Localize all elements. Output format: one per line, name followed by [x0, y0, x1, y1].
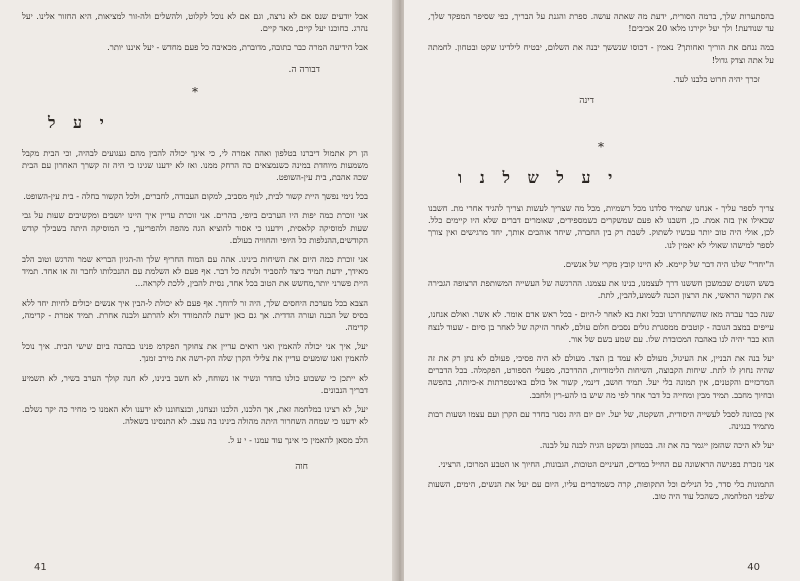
paragraph: אבל הידיעה המרה כבר כתובה, מדוברת, מכאיבה כל פעם מחדש - יעל איננו יותר. — [107, 42, 368, 53]
right-page-content — [428, 10, 774, 551]
left-page — [0, 0, 396, 581]
paragraph: בהסתערות שלך, ברמה הסורית, ידעת מה שאתה עושה. ספרת והגנת על הבריך, כפי שסיפר המפקד שלך, עד שנודעת! ולך יעל יקירנו מלאו 20 אביבים! — [428, 11, 774, 34]
paragraph: זכרך יהיה חרוט בלבנו לעד. — [673, 73, 760, 84]
section-heading: י ע ל — [48, 112, 110, 132]
paragraph: הלב מסאן להאמין כי אינך עוד עמנו - י ע ל. — [227, 435, 368, 446]
paragraph: התמונות בלי סדר, כל הנילים וכל התקופות, קרה כשמדברים עליו, היום עם יעל את הנשים, הימים, השעות שלפני המלחמה, כשהכל עוד היה טוב. — [428, 478, 774, 501]
paragraph: אני נזכרת בפגישה הראשונה עם החייל במדים, העיניים הטובות, הגבונות, החיוך או הטבע המרוכז, הרציני. — [437, 459, 774, 470]
paragraph: בכל נימי נפשך היית קשור לבית, לנוף מסביב, למקום העבודה, לחברים, ולכל הקשור בחלה - בית עין-השופט. — [23, 191, 368, 202]
page-number: 40 — [747, 562, 760, 573]
paragraph: יעל, איך אני יכולה להאמין ואני רואים עדיין את צחוקך הפקדמ פנינו בבהבה ביום שישי הבית. איך נוכל להאמין ואנו שומעים עדיין את צלילי הקרן שלה הק-רשה את מירב זמנך. — [22, 341, 368, 364]
page-number: 41 — [34, 562, 47, 573]
paragraph: בשש השנים שבמשכן חששנו דרך לעצמנו, בנינו את עצמנו. ההרגשה של העשייה המשותפת הרצופה הגבירה את הקשר הראשי, את הרצון הכנה לשמוע,להבין, לתת. — [428, 278, 774, 301]
paragraph: הצבא בכל מערכת היחסים שלך, היה זר לרוחך. אף פעם לא יכולת ל-הבין איך אנשים יכולים לחיות יחד ללא בסיס של הבנה ועזרה הדדית. אך גם כאן ידעת להתמודד ולא להרתע ולבנה אחרת. תמיד אמרת - קדימה, קדימה. — [22, 297, 368, 333]
paragraph: יעל, לא רצינו במלחמה זאת, אך הלכנו, הלכנו ונצחנו, ובנצחוננו לא ידענו ולא האמנו כי מחיר כה יקר נשלם. לא ידענו כי שמחה השחרור היתה מהולה בינינו בה עצב. לא התנסינו בשאלה. — [22, 404, 368, 427]
paragraph: אבל יודעים שנס אם לא נרצה, וגם אם לא נוכל לקלוט, ולהשלים ולה-זור למציאות, היא החזור אלינו. יעל נהרג. כחוכנו יעל קיים, מאד קיים. — [22, 11, 368, 34]
signature: דבורה ה. — [288, 64, 320, 75]
paragraph: הן רק אתמול דיברנו בטלפון ואהה אמרה לי, כי אינך יכולה להבין מהם געגועים לבהיה, וכי הבית מקבל משמעות מיוחדת במינה כשנמצאים כה הרחק ממנו. ואז לא ידענו שגינו כי היה זה קשרך האחרון עם הבית שכה אהבת, בית עין-השופט. — [22, 147, 368, 183]
heading-wrap — [48, 107, 368, 147]
paragraph: במה ננחם את הוריך ואחותך? נאמין - דכוסו שנששך יבנה את השלום, יבטיח לילדינו שקט ובטחון. לחמתה על אתה וצדק גדול! — [428, 42, 774, 65]
section-divider-star: * — [598, 140, 604, 155]
paragraph: ה"יחדי" שלנו היה דבר של קיימא. לא היינו קובץ מקרי של אנשים. — [563, 258, 774, 269]
paragraph: יעל בנה את הבניין, את העיגול, מעולם לא עמד בן הצד. מעולם לא היה פסיבי, פעולם לא נתן רק את זה שהיה נחוץ לו לתת. שיחות הקבוצה, השיחות הלימודיות, ההדרכה, מפעלי הספורט, הפקמלה. בכל הדברים המרכזיים והקטנים, אין תמונה בלי יעל. תמיד חושב, דינמי, קשור אל כולם באינטפרתות א-כיותה, בהפשה ובחיוך מחבב. תמיד מבין ומחייה כל דבר אחד לפי מה שיש בו להע-רין ולחבב. — [428, 353, 774, 400]
heading-wrap — [458, 162, 774, 202]
paragraph: צריך לספר עליך - אנחנו שתמיד סלדנו מכל רשמיות, מכל מה שצריך לעשות וצריך להגיד אחרי מת. חשבנו שבאילו אין בזה אמת. כן, חשבנו לא פעם שמשקרים כשמספידים, שאומרים דברים שלא היו קיימים כלל. לכן, אולי היה טוב יותר עכשיו לשתוק. לשבת רק בין החברה, שיחד אוהבים אותך, יחד מרגישים ואין צורך לספר למישהו שאולי לא יאמין לנו. — [428, 203, 774, 250]
paragraph: שנה כבר עברה מאז שהשתחררנו ובכל זאת בא לאחר ל-היום - בכל ראש אדם אומר. לא אשר. ואולם אנחנו, עייפים במצב הגובה - קוטבים ממסגרת גולים נסבים חלום עולם, לאחר הזיקה של לאחר בן סיום - שעוד לנצח הוא כבר יהיה לנו באהבה המכובדת שלו. עם שמע בשם של אור. — [428, 309, 774, 344]
paragraph: אני זוכרת כמה היום את השיחות בינינו. אהה עם המוח החריף שלך וה-הגיון הבריא שמר והרגש וטוב הלב מאידך, ידעת תמיד כיצד להסביר ולנתח כל דבר. אף פעם לא השלמת עם ההנכלותו לחבר זה או אחד. תמיד היית פשרני יותר,מחשש את הטוב בכל אחד, נסית להבין, ללכת לקראה... — [22, 254, 368, 289]
paragraph: יעל לא היכה שהזמן ייגמר בה את זה. בבטחון ובשקט הגיה לבנה על לבנה. — [539, 440, 774, 451]
paragraph: אין בכוונה לסבל לעשייה היסודית, השקטה, של יעל. יום יום היה נסגר בחדר עם הקרן ועם עצמו ושעות רבות מתמיד בנגינה. — [428, 408, 774, 432]
signature: דינה — [579, 96, 594, 107]
paragraph: לא ייתכן כי ששבוע כולנו בחדר ונשיר או נשוחח, לא חשב בינינו, לא חנה קולך הערב בשיר, לא תשמיע דבריך הנבונים. — [22, 372, 368, 395]
paragraph: אני זוכרת כמה יפות היו הערבים ביופי, בהרים. אני זוכרת עדיין איך היינו יושבים ומקשיבים שעות על גבי שעות למוסיקה קלאסית, וידענו כי אסור להוציא הגה מהפה ולהפריעך, כי המוסיקה היתה בשבילך קודש הקודשים,ההנלפות כל היופי והחוויה בעולם. — [22, 210, 368, 245]
section-divider-star: * — [192, 84, 198, 99]
section-heading: י ע ל ש ל נ ו — [458, 168, 619, 188]
left-page-content — [22, 10, 368, 551]
signature: חוה — [295, 461, 308, 472]
right-page — [404, 0, 800, 581]
